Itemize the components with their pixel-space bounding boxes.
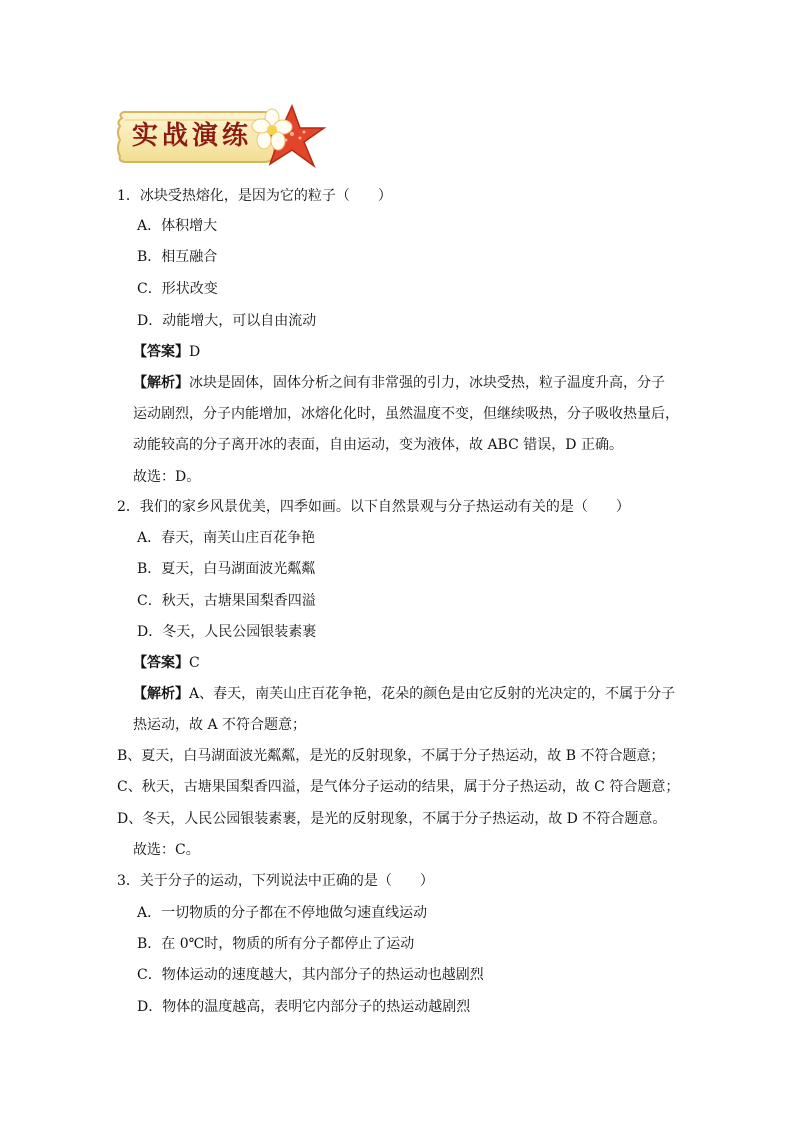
answer-value: D: [189, 344, 201, 360]
question-2-answer: [133, 653, 200, 673]
question-1-option-b: B．相互融合: [137, 249, 218, 265]
question-1-analysis-line-3: 动能较高的分子离开冰的表面，自由运动，变为液体，故 ABC 错误，D 正确。: [133, 437, 623, 453]
question-3-stem: 3．关于分子的运动，下列说法中正确的是（ ）: [117, 873, 434, 889]
analysis-text: A、春天，南芙山庄百花争艳，花朵的颜色是由它反射的光决定的，不属于分子: [189, 686, 676, 702]
question-1-option-d: D．动能增大，可以自由流动: [137, 313, 317, 329]
question-1-conclusion: 故选：D。: [133, 469, 201, 485]
question-2-option-d: D．冬天，人民公园银装素裹: [137, 624, 317, 640]
question-3-option-b: B．在 0℃时，物质的所有分子都停止了运动: [137, 936, 415, 952]
flower-icon: [250, 108, 294, 152]
question-2-option-c: C．秋天，古塘果国梨香四溢: [137, 593, 316, 609]
question-2-analysis-line-5: D、冬天，人民公园银装素裹，是光的反射现象，不属于分子热运动，故 D 不符合题意。: [117, 811, 667, 827]
question-2-stem: 2．我们的家乡风景优美，四季如画。以下自然景观与分子热运动有关的是（ ）: [117, 499, 630, 515]
question-1-analysis-line-2: 运动剧烈，分子内能增加，冰熔化化时，虽然温度不变，但继续吸热，分子吸收热量后，: [133, 406, 679, 422]
banner-title: 实战演练: [132, 121, 253, 151]
question-1-option-c: C．形状改变: [137, 281, 218, 297]
question-3-option-a: A．一切物质的分子都在不停地做匀速直线运动: [137, 905, 428, 921]
question-3-option-d: D．物体的温度越高，表明它内部分子的热运动越剧烈: [137, 999, 471, 1015]
answer-tag: 【答案】: [133, 344, 189, 360]
answer-value: C: [189, 655, 200, 671]
question-1-option-a: A．体积增大: [137, 218, 218, 234]
question-2-analysis-line-4: C、秋天，古塘果国梨香四溢，是气体分子运动的结果，属于分子热运动，故 C 符合题意；: [117, 779, 680, 795]
question-2-analysis-line-1: [133, 684, 675, 704]
analysis-tag: 【解析】: [133, 375, 189, 391]
analysis-tag: 【解析】: [133, 686, 189, 702]
question-2-option-b: B．夏天，白马湖面波光粼粼: [137, 561, 316, 577]
answer-tag: 【答案】: [133, 655, 189, 671]
question-1-analysis-line-1: [133, 373, 665, 393]
section-banner: [114, 104, 328, 168]
question-1-stem: 1．冰块受热熔化，是因为它的粒子（ ）: [117, 188, 392, 204]
analysis-text: 冰块是固体，固体分析之间有非常强的引力，冰块受热，粒子温度升高，分子: [189, 375, 665, 391]
question-1-answer: [133, 342, 200, 362]
question-3-option-c: C．物体运动的速度越大，其内部分子的热运动也越剧烈: [137, 967, 484, 983]
question-2-analysis-line-3: B、夏天，白马湖面波光粼粼，是光的反射现象，不属于分子热运动，故 B 不符合题意；: [117, 748, 665, 764]
question-2-conclusion: 故选：C。: [133, 842, 200, 858]
question-2-option-a: A．春天，南芙山庄百花争艳: [137, 530, 316, 546]
question-2-analysis-line-2: 热运动，故 A 不符合题意；: [133, 717, 307, 733]
